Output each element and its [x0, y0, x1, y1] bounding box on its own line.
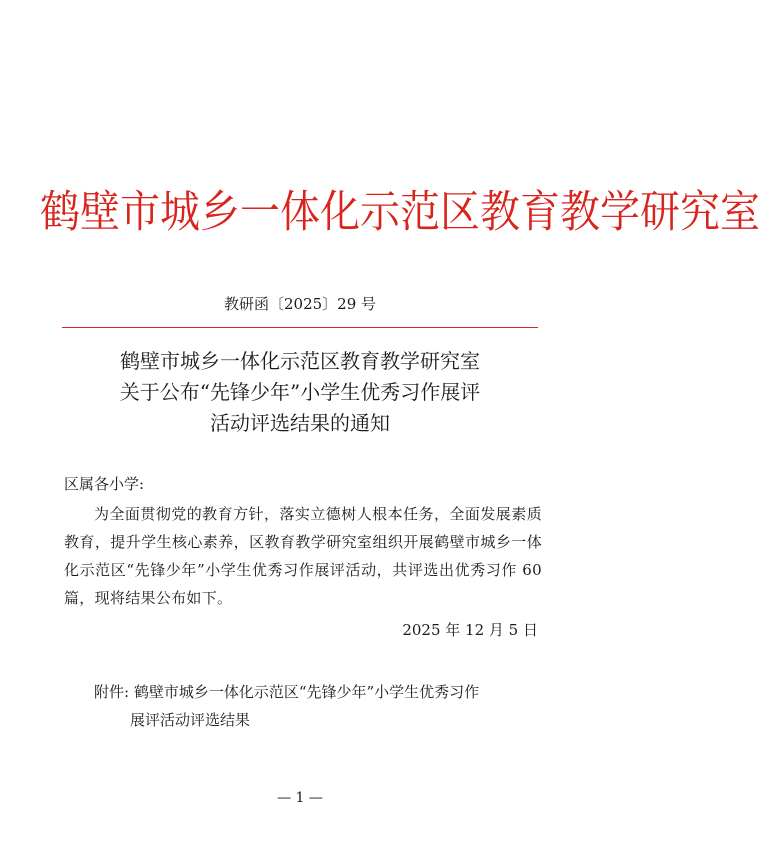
issue-date: 2025 年 12 月 5 日	[402, 621, 538, 639]
salutation: 区属各小学:	[64, 475, 145, 493]
body-paragraph: 为全面贯彻党的教育方针，落实立德树人根本任务，全面发展素质教育，提升学生核心素养，区教育教学研究室组织开展鹤壁市城乡一体化示范区“先锋少年”小学生优秀习作展评活动，共评选出优秀习作 60 篇，现将结果公布如下。	[64, 505, 542, 607]
title-line-1: 鹤壁市城乡一体化示范区教育教学研究室	[120, 349, 480, 373]
attachment-line-2: 展评活动评选结果	[130, 711, 251, 729]
title-line-3: 活动评选结果的通知	[210, 411, 390, 435]
red-divider-line	[62, 327, 538, 328]
attachment-note	[94, 678, 544, 734]
page-number: — 1 —	[277, 790, 323, 806]
title-line-2: 关于公布“先锋少年”小学生优秀习作展评	[119, 380, 481, 404]
attachment-line-1: 附件: 鹤壁市城乡一体化示范区“先锋少年”小学生优秀习作	[94, 683, 480, 701]
document-number: 教研函〔2025〕29 号	[223, 295, 377, 313]
red-header-org-name: 鹤壁市城乡一体化示范区教育教学研究室	[40, 186, 760, 238]
document-title	[40, 346, 560, 439]
